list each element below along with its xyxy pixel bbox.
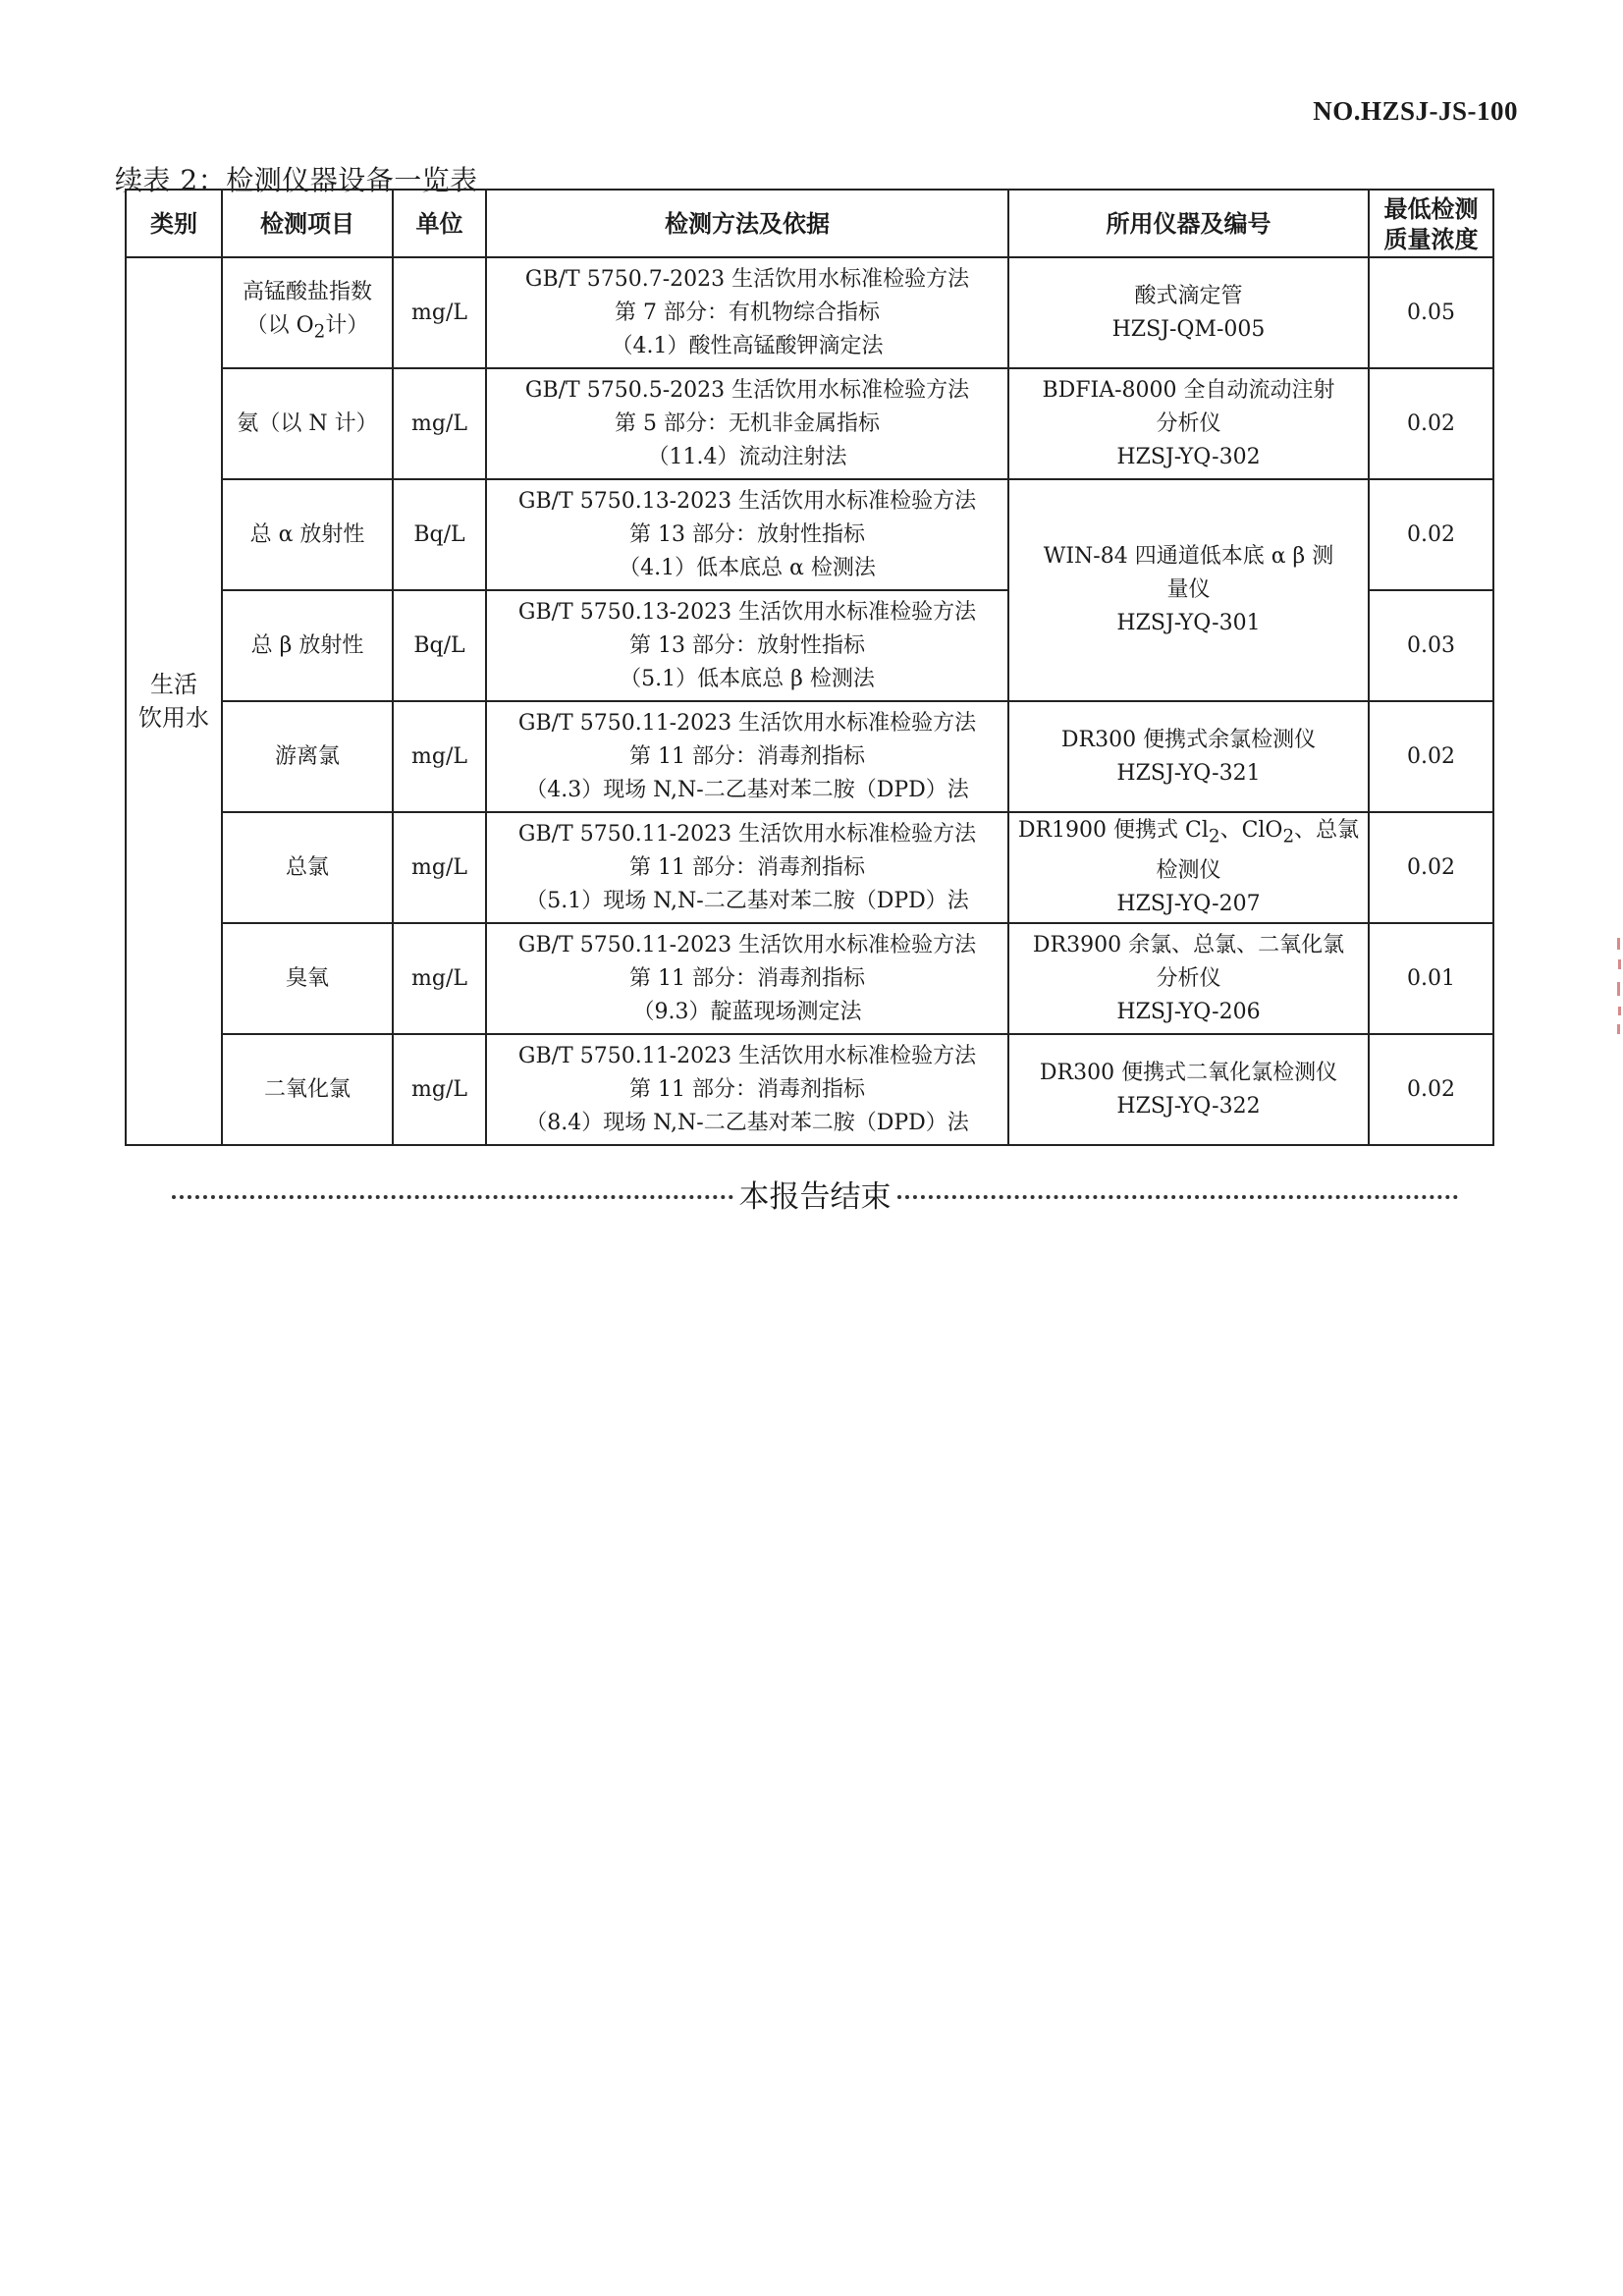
instrument-line3: HZSJ-YQ-301 [1116, 611, 1261, 635]
item-cell: 总 α 放射性 [222, 479, 393, 590]
method-line1: GB/T 5750.7-2023 生活饮用水标准检验方法 [524, 266, 970, 292]
limit-cell: 0.02 [1369, 701, 1493, 812]
method-line3: （5.1）现场 N,N-二乙基对苯二胺（DPD）法 [525, 888, 969, 913]
instrument-line1: DR3900 余氯、总氯、二氧化氯 [1032, 932, 1345, 957]
instrument-cell [1008, 812, 1369, 923]
instrument-line1: 酸式滴定管 [1134, 283, 1243, 308]
item-cell: 氨（以 N 计） [222, 368, 393, 479]
method-line2: 第 13 部分：放射性指标 [629, 521, 865, 547]
category-line2: 饮用水 [138, 704, 209, 732]
method-line2: 第 11 部分：消毒剂指标 [629, 965, 865, 991]
item-line2-subscript: 2 [313, 321, 326, 343]
instrument-line3: HZSJ-YQ-302 [1116, 444, 1261, 469]
instrument-line1: DR300 便携式余氯检测仪 [1060, 727, 1317, 752]
instrument-line1-prefix: DR1900 便携式 Cl [1017, 818, 1209, 844]
instrument-line1-subscript: 2 [1282, 826, 1295, 847]
method-line1: GB/T 5750.11-2023 生活饮用水标准检验方法 [517, 710, 977, 736]
edge-seal-stamp-graphic [1616, 938, 1622, 1036]
instrument-line1: WIN-84 四通道低本底 α β 测 [1043, 544, 1334, 569]
method-line1: GB/T 5750.11-2023 生活饮用水标准检验方法 [517, 821, 977, 847]
method-line2: 第 13 部分：放射性指标 [629, 632, 865, 658]
report-end-text: 本报告结束 [738, 1179, 892, 1215]
header-limit-line1: 最低检测 [1383, 193, 1479, 223]
header-category: 类别 [126, 190, 222, 257]
item-cell: 臭氧 [222, 923, 393, 1034]
header-limit [1369, 190, 1493, 257]
item-cell: 游离氯 [222, 701, 393, 812]
instrument-cell-radioactivity [1008, 479, 1369, 701]
instrument-line3: HZSJ-YQ-207 [1116, 891, 1261, 916]
item-line2 [227, 309, 388, 349]
header-method: 检测方法及依据 [486, 190, 1008, 257]
instrument-line1: DR300 便携式二氧化氯检测仪 [1039, 1060, 1338, 1085]
instrument-line1 [1013, 814, 1364, 853]
limit-cell: 0.02 [1369, 368, 1493, 479]
method-line2: 第 7 部分：有机物综合指标 [615, 300, 880, 325]
report-end-line [172, 1172, 1458, 1216]
instrument-line3: HZSJ-YQ-206 [1116, 999, 1261, 1024]
item-cell: 总 β 放射性 [222, 590, 393, 701]
instrument-line2: 分析仪 [1156, 965, 1221, 991]
method-cell [486, 590, 1008, 701]
unit-cell: mg/L [393, 812, 486, 923]
method-line3: （9.3）靛蓝现场测定法 [632, 999, 862, 1024]
item-cell [222, 257, 393, 368]
method-line2: 第 5 部分：无机非金属指标 [615, 410, 880, 436]
method-line2: 第 11 部分：消毒剂指标 [629, 854, 865, 880]
table-row [126, 812, 1493, 923]
method-line3: （4.1）酸性高锰酸钾滴定法 [611, 333, 884, 358]
unit-cell: mg/L [393, 368, 486, 479]
table-row [126, 368, 1493, 479]
method-cell [486, 257, 1008, 368]
table-header-row [126, 190, 1493, 257]
instrument-line2: HZSJ-QM-005 [1111, 316, 1266, 342]
item-line2-prefix: （以 O [245, 313, 314, 339]
instrument-cell [1008, 257, 1369, 368]
method-cell [486, 812, 1008, 923]
instrument-line2: HZSJ-YQ-321 [1116, 760, 1261, 786]
method-line3: （11.4）流动注射法 [647, 444, 847, 469]
table-row [126, 1034, 1493, 1145]
table-row [126, 479, 1493, 590]
instrument-cell [1008, 368, 1369, 479]
item-line1: 高锰酸盐指数 [242, 280, 372, 305]
edge-seal-stamp [1616, 938, 1622, 1036]
method-line1: GB/T 5750.11-2023 生活饮用水标准检验方法 [517, 932, 977, 957]
limit-cell: 0.02 [1369, 479, 1493, 590]
unit-cell: Bq/L [393, 479, 486, 590]
header-limit-line2: 质量浓度 [1383, 224, 1479, 253]
unit-cell: mg/L [393, 701, 486, 812]
method-line3: （4.1）低本底总 α 检测法 [619, 555, 876, 580]
item-line2-suffix: 计） [325, 313, 369, 339]
item-cell: 总氯 [222, 812, 393, 923]
table-row [126, 701, 1493, 812]
method-line1: GB/T 5750.5-2023 生活饮用水标准检验方法 [524, 377, 970, 403]
method-cell [486, 479, 1008, 590]
method-line3: （4.3）现场 N,N-二乙基对苯二胺（DPD）法 [525, 777, 969, 802]
limit-cell: 0.02 [1369, 1034, 1493, 1145]
method-line1: GB/T 5750.13-2023 生活饮用水标准检验方法 [517, 488, 977, 514]
method-line2: 第 11 部分：消毒剂指标 [629, 1076, 865, 1102]
unit-cell: mg/L [393, 923, 486, 1034]
method-line1: GB/T 5750.11-2023 生活饮用水标准检验方法 [517, 1043, 977, 1068]
unit-cell: mg/L [393, 257, 486, 368]
limit-cell: 0.03 [1369, 590, 1493, 701]
dotted-leader-right [897, 1195, 1459, 1199]
method-cell [486, 923, 1008, 1034]
method-line3: （5.1）低本底总 β 检测法 [620, 666, 875, 691]
header-item: 检测项目 [222, 190, 393, 257]
equipment-table [125, 189, 1494, 1146]
item-cell: 二氧化氯 [222, 1034, 393, 1145]
limit-cell: 0.05 [1369, 257, 1493, 368]
limit-cell: 0.02 [1369, 812, 1493, 923]
header-instrument: 所用仪器及编号 [1008, 190, 1369, 257]
instrument-line1-suffix: 、总氯 [1294, 818, 1360, 844]
table-caption: 续表 2：检测仪器设备一览表 [115, 164, 478, 196]
method-line3: （8.4）现场 N,N-二乙基对苯二胺（DPD）法 [525, 1110, 969, 1135]
instrument-cell [1008, 1034, 1369, 1145]
header-unit: 单位 [393, 190, 486, 257]
instrument-line1-mid: 、ClO [1219, 818, 1283, 844]
instrument-line2: 量仪 [1166, 577, 1211, 602]
dotted-leader-left [172, 1195, 733, 1199]
table-row [126, 923, 1493, 1034]
instrument-line2: 分析仪 [1156, 410, 1221, 436]
method-cell [486, 1034, 1008, 1145]
category-line1: 生活 [150, 671, 197, 698]
unit-cell: Bq/L [393, 590, 486, 701]
instrument-line2: HZSJ-YQ-322 [1116, 1093, 1261, 1119]
instrument-cell [1008, 701, 1369, 812]
instrument-line2: 检测仪 [1156, 857, 1221, 883]
method-cell [486, 701, 1008, 812]
instrument-line1-subscript: 2 [1208, 826, 1220, 847]
method-cell [486, 368, 1008, 479]
category-cell [126, 257, 222, 1145]
limit-cell: 0.01 [1369, 923, 1493, 1034]
unit-cell: mg/L [393, 1034, 486, 1145]
method-line2: 第 11 部分：消毒剂指标 [629, 743, 865, 769]
table-row [126, 257, 1493, 368]
document-number: NO.HZSJ-JS-100 [1313, 96, 1518, 126]
method-line1: GB/T 5750.13-2023 生活饮用水标准检验方法 [517, 599, 977, 625]
instrument-line1: BDFIA-8000 全自动流动注射 [1042, 377, 1335, 403]
instrument-cell [1008, 923, 1369, 1034]
